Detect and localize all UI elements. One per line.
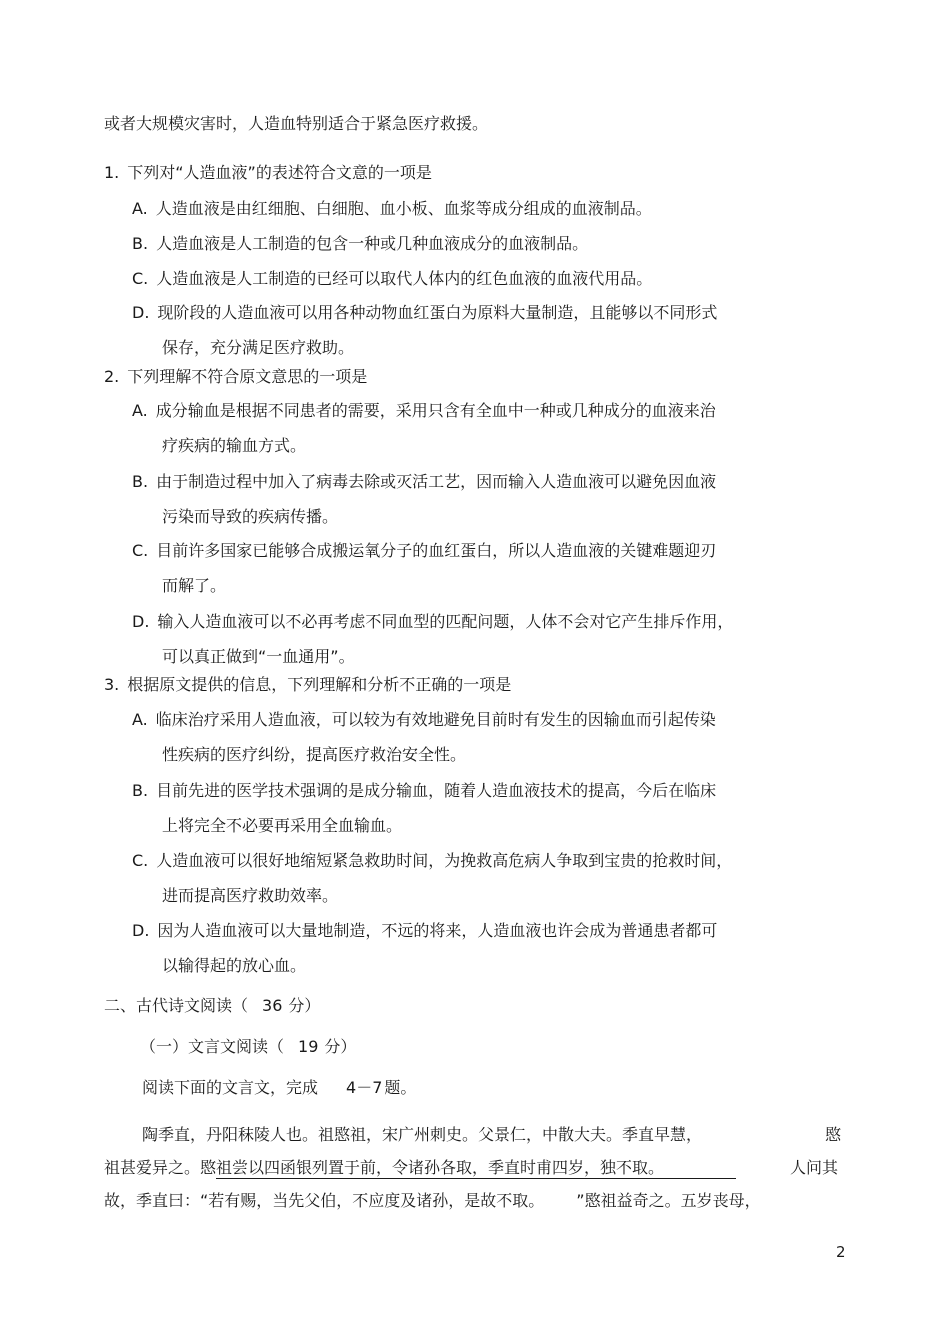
option-text: 目前许多国家已能够合成搬运氧分子的血红蛋白，所以人造血液的关键难题迎刃 — [156, 541, 717, 560]
q3-option-d — [132, 920, 717, 942]
q3-option-d-cont: 以输得起的放心血。 — [162, 956, 307, 975]
q2-option-b — [132, 471, 716, 493]
answer-blank — [664, 1160, 736, 1179]
q2-option-d-cont: 可以真正做到“一血通用”。 — [162, 647, 355, 666]
q3-option-c — [132, 850, 732, 872]
option-text: 人造血液是人工制造的包含一种或几种血液成分的血液制品。 — [156, 234, 589, 253]
option-text: 输入人造血液可以不必再考虑不同血型的匹配问题，人体不会对它产生排斥作用， — [157, 612, 734, 631]
q2-option-c — [132, 540, 716, 562]
q1-option-d — [132, 302, 717, 324]
section-title-end: 分） — [288, 996, 321, 1015]
passage-line-2-end: 人问其 — [790, 1158, 839, 1177]
q2-option-c-cont: 而解了。 — [162, 576, 227, 595]
option-text: 人造血液是人工制造的已经可以取代人体内的红色血液的血液代用品。 — [156, 269, 653, 288]
question-3-number: 3. — [104, 675, 120, 694]
option-text: 临床治疗采用人造血液，可以较为有效地避免目前时有发生的因输血而引起传染 — [155, 710, 716, 729]
passage-line-3 — [104, 1190, 761, 1212]
q2-option-d — [132, 611, 733, 633]
subsection-title-text: （一）文言文阅读（ — [140, 1037, 285, 1056]
section-score: 36 — [262, 996, 283, 1015]
q2-option-a — [132, 400, 716, 422]
option-label: D. — [132, 921, 150, 940]
option-label: B. — [132, 234, 149, 253]
q3-option-a — [132, 709, 716, 731]
question-3-stem — [104, 674, 511, 696]
section-title-text: 二、古代诗文阅读（ — [104, 996, 249, 1015]
option-text: 人造血液可以很好地缩短紧急救助时间，为挽救高危病人争取到宝贵的抢救时间， — [156, 851, 733, 870]
option-label: A. — [132, 199, 148, 218]
q3-option-b-cont: 上将完全不必要再采用全血输血。 — [162, 816, 403, 835]
option-label: C. — [132, 541, 149, 560]
question-1-number: 1. — [104, 163, 120, 182]
option-label: C. — [132, 851, 149, 870]
question-1-text: 下列对“人造血液”的表述符合文意的一项是 — [127, 163, 432, 182]
question-2-number: 2. — [104, 367, 120, 386]
q1-option-c — [132, 268, 652, 290]
reading-instruction — [142, 1077, 416, 1099]
passage-line-1-end: 愍 — [825, 1125, 842, 1144]
option-text: 人造血液是由红细胞、白细胞、血小板、血浆等成分组成的血液制品。 — [155, 199, 652, 218]
option-label: D. — [132, 612, 150, 631]
question-3-text: 根据原文提供的信息，下列理解和分析不正确的一项是 — [127, 675, 512, 694]
passage-line-2 — [104, 1157, 736, 1179]
underlined-sentence: 祖尝以四函银列置于前，令诸孙各取，季直时甫四岁，独不取。 — [216, 1158, 665, 1177]
subsection-title-end: 分） — [324, 1037, 357, 1056]
option-text: 现阶段的人造血液可以用各种动物血红蛋白为原料大量制造，且能够以不同形式 — [157, 303, 718, 322]
option-text: 由于制造过程中加入了病毒去除或灭活工艺，因而输入人造血液可以避免因血液 — [156, 472, 717, 491]
q1-option-a — [132, 198, 652, 220]
subsection-score: 19 — [298, 1037, 319, 1056]
page-number: 2 — [836, 1243, 846, 1261]
option-label: D. — [132, 303, 150, 322]
option-label: B. — [132, 781, 149, 800]
option-label: A. — [132, 401, 148, 420]
option-label: B. — [132, 472, 149, 491]
q2-option-b-cont: 污染而导致的疾病传播。 — [162, 507, 339, 526]
option-text: 因为人造血液可以大量地制造，不远的将来，人造血液也许会成为普通患者都可 — [157, 921, 718, 940]
option-label: A. — [132, 710, 148, 729]
intro-line: 或者大规模灾害时，人造血特别适合于紧急医疗救援。 — [104, 114, 489, 133]
q2-option-a-cont: 疗疾病的输血方式。 — [162, 436, 307, 455]
question-1-stem — [104, 162, 432, 184]
passage-text: 故，季直曰：“若有赐，当先父伯，不应度及诸孙，是故不取。 — [104, 1191, 537, 1210]
question-2-stem — [104, 366, 367, 388]
passage-line-1: 陶季直，丹阳秣陵人也。祖愍祖，宋广州刺史。父景仁，中散大夫。季直早慧， — [142, 1125, 703, 1144]
option-label: C. — [132, 269, 149, 288]
instruction-end: 题。 — [384, 1078, 417, 1097]
q1-option-b — [132, 233, 588, 255]
q3-option-b — [132, 780, 716, 802]
q1-option-d-cont: 保存，充分满足医疗救助。 — [162, 338, 355, 357]
section-2-title — [104, 995, 320, 1017]
option-text: 目前先进的医学技术强调的是成分输血，随着人造血液技术的提高，今后在临床 — [156, 781, 717, 800]
instruction-text: 阅读下面的文言文，完成 — [142, 1078, 319, 1097]
passage-text-end: ”愍祖益奇之。五岁丧母， — [576, 1191, 761, 1210]
subsection-title — [140, 1036, 356, 1058]
q3-option-c-cont: 进而提高医疗救助效率。 — [162, 886, 339, 905]
question-2-text: 下列理解不符合原文意思的一项是 — [127, 367, 368, 386]
question-range: 4－7 — [346, 1078, 383, 1097]
passage-text: 祖甚爱异之。愍 — [104, 1158, 217, 1177]
q3-option-a-cont: 性疾病的医疗纠纷，提高医疗救治安全性。 — [162, 745, 467, 764]
option-text: 成分输血是根据不同患者的需要，采用只含有全血中一种或几种成分的血液来治 — [155, 401, 716, 420]
